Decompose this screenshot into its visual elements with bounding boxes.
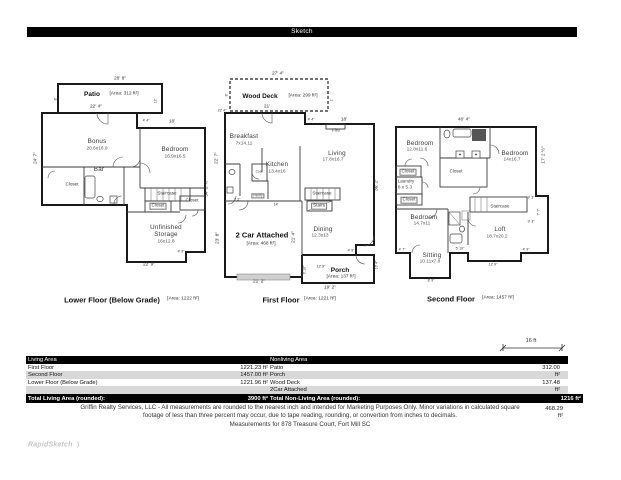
room-label: Bedroom [406,139,434,147]
dim-label: 23' 8" [215,232,221,244]
nonliving-value: 137.48 [542,379,560,386]
room-label: Pantry [253,193,263,198]
room-size-label: 13.4x16 [268,169,286,175]
dim-label: 9' 3" [527,195,535,200]
total-nonliving-value: 1216 ft² [560,395,581,402]
sink-icon [110,196,117,203]
room-size-label: 14x16.7 [503,157,521,163]
dim-label: 17' 2 ½" [541,146,547,164]
dim-label: 21' 2" [253,279,265,285]
room-label: 2 Car Attached [235,230,289,240]
dim-label: 1' [329,98,334,102]
room-label: Staircase [490,203,510,209]
dim-label: 18' [340,117,348,123]
room-label: Closet [185,197,199,203]
dim-label: 22' 4" [217,108,227,113]
room-label: Kitchen [265,160,289,168]
room-label: Bedroom [410,213,438,221]
dim-label: 8' 9" [427,278,435,283]
room-label: Sitting [422,251,442,259]
total-living-label: Total Living Area (rounded): [28,395,105,402]
table-row [26,386,568,394]
table-row [26,379,568,387]
door-arcs [48,113,198,223]
nonliving-value: 312.00 [542,364,560,371]
area-label: [Area: 468 ft²] [246,241,276,247]
room-label: Bedroom [161,145,189,153]
area-label: [Area: 137 ft²] [326,274,356,280]
room-size-label: 16.9x16.5 [164,154,186,160]
nonliving-name: Patio [270,364,284,371]
room-label: Dining [313,225,333,233]
room-size-label: 17.8x16.7 [322,157,344,163]
nonliving-name: Wood Deck [270,379,300,386]
plan-area-label: [Area: 1457 ft²] [482,295,514,301]
disclaimer-line-3: Measurements for 878 Treasure Court, Fort Mill SC [229,421,371,428]
room-label: Porch [330,266,350,274]
dim-label: 34' 2 ½" [204,179,210,197]
room-size-label: 20.6x16.9 [86,146,108,152]
room-size-label: 14.7x11 [413,221,431,227]
nonliving-name: 2Car Attached [270,387,307,394]
table-row [26,364,568,372]
living-value: 1457.00 ft² [240,372,268,379]
room-label: Loft [494,225,506,233]
plan-area-label: [Area: 1221 ft²] [304,296,336,302]
dim-label: 19' 2" [324,285,336,291]
room-label: Staircase [312,190,332,196]
overflow-value: 468.29 [545,406,563,412]
room-label: Fire [332,127,340,133]
room-label: Closet [151,202,165,208]
dim-label: 14' [273,202,279,207]
dim-label: 40' 4" [458,117,470,123]
room-label: Closet [449,168,463,174]
dim-label: 4' 9" [347,248,355,253]
disclaimer-line-1: Griffin Realty Services, LLC - All measurements are rounded to the nearest inch and intended for Marketing Purposes Only. Minor variations in calculated square [80,404,520,411]
table-header-row [26,356,568,364]
page-title: Sketch [291,28,313,35]
room-label: Closet [65,181,79,187]
plan-title: Second Floor [427,294,475,304]
scale-bar [500,344,565,351]
bathtub-icon [450,234,462,243]
dim-label: 8' [53,97,58,101]
living-name: First Floor [28,364,55,371]
dim-label: 10' 4" [374,260,379,270]
room-size-label: 12.8x11.6 [406,147,428,153]
dim-label: 4' 9" [522,247,530,252]
disclaimer-line-2: footage of less than three percent may occur, due to tape reading, rounding, or convertion from inches to decimals. [142,412,458,419]
dim-label: 7' 7" [536,208,541,216]
nonliving-area-header: Nonliving Area [270,357,308,363]
area-table [26,356,581,403]
living-value: 1221.23 ft² [240,364,268,371]
room-label: Bonus [87,137,107,145]
dim-label: 12' 9" [488,262,498,267]
living-area-header: Living Area [28,357,57,363]
toilet-icon [444,130,450,138]
total-living-value: 3900 ft² [247,395,268,402]
nonliving-value: ft² [554,372,560,379]
overflow-unit: ft² [557,413,563,419]
rapidsketch-logo [28,441,79,448]
room-label: Patio [84,90,100,98]
plan-title: Lower Floor (Below Grade) [64,295,160,305]
room-size-label: 10.11x7.8 [419,259,441,265]
scale-label: 16 ft [525,338,537,344]
nonliving-value: ft² [554,387,560,394]
dim-label: 4' 7" [398,247,406,252]
plan-title: First Floor [262,295,300,305]
dim-label: 28' 8" [114,76,126,82]
dim-label: 36' 2" [374,179,380,191]
nonliving-name: Porch [270,372,286,379]
table-total-row [26,394,583,404]
dim-label: 22' 9" [143,262,155,268]
room-label: Closet [401,168,415,174]
room-size-label: 8 x 5.3 [397,185,413,191]
room-label: Living [328,149,346,157]
dim-label: 4' 9" [177,249,185,254]
bathtub-icon [453,129,471,137]
bathtub-icon [85,176,95,198]
room-size-label: 16x12.8 [157,239,175,245]
room-label: Stairs [313,202,325,208]
room-label: Laundry [397,178,415,184]
shower-icon [472,129,486,141]
dim-label: 8' [224,93,229,97]
area-label: [Area: 312 ft²] [109,91,139,97]
room-label: Storage [154,230,178,238]
dim-label: 22' 4" [90,104,102,110]
dim-label: 5' 10" [455,246,465,251]
dim-label: 21' [263,104,271,110]
living-value: 1221.96 ft² [240,379,268,386]
room-label: Bar [93,165,105,173]
room-label: Breakfast [229,132,259,140]
logo-swoosh-icon [74,441,79,448]
living-name: Second Floor [28,372,63,379]
room-label: Staircase [157,190,177,196]
sink-icon [227,187,233,193]
room-label: Coat [255,169,263,174]
living-name: Lower Floor (Below Grade) [28,379,98,386]
toilet-icon [460,226,465,232]
dim-label: 27' 4" [272,71,284,77]
plan-area-label: [Area: 1222 ft²] [167,296,199,302]
lower-floor-walls [42,84,205,262]
toilet-icon [229,170,235,175]
dim-label: 21' 4" [291,231,297,243]
total-nonliving-label: Total Non-Living Area (rounded): [270,395,361,402]
dim-label: 18' [168,119,176,125]
dim-label: 7' 2" [233,197,241,202]
table-row [26,371,568,379]
dim-label: 12' 9" [316,264,326,269]
dim-label: 24' 7" [33,152,39,164]
room-size-label: 18.7x20.2 [486,234,508,240]
toilet-icon [97,196,103,201]
area-label: [Area: 299 ft²] [288,93,318,99]
dim-label: 12' [153,98,158,104]
room-size-label: 7x14.11 [235,141,253,147]
dim-label: 4' 4" [307,117,315,122]
dim-label: 9' 3" [527,219,535,224]
dim-label: 3' 10" [302,265,307,275]
logo-text: RapidSketch [28,441,73,449]
dim-label: 4' 4" [142,118,150,123]
dim-label: 22' 7" [214,152,220,164]
room-label: Unfinished [150,223,182,231]
room-label: Bedroom [501,149,529,157]
room-label: Wood Deck [242,92,278,100]
room-label: Closet [402,196,416,202]
room-size-label: 12.3x13 [311,233,329,239]
